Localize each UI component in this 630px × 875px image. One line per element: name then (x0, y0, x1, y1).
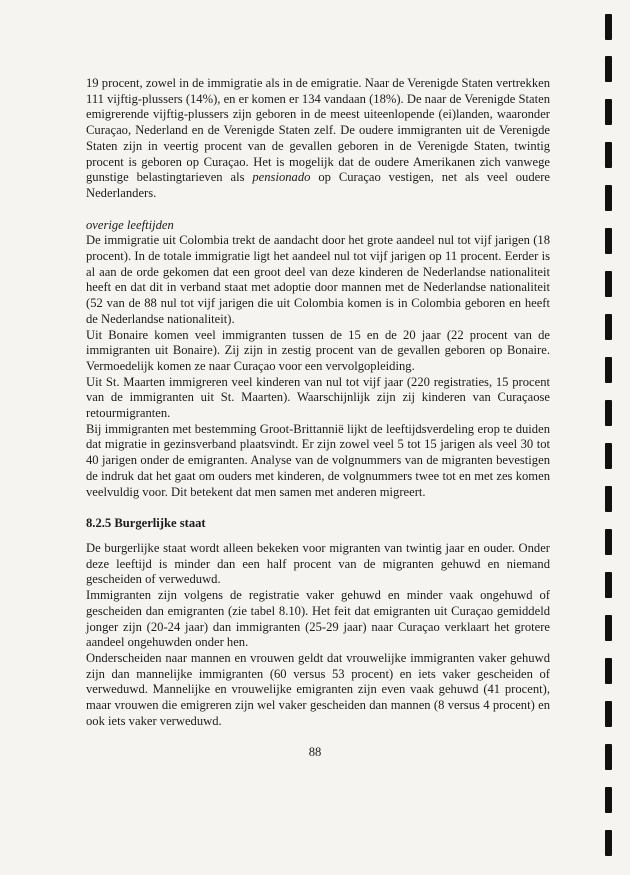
paragraph-colombia: De immigratie uit Colombia trekt de aandacht door het grote aandeel nul tot vijf jarigen (18 procent). In de totale immigratie ligt het aandeel nul tot vijf jarigen op 11 procent. Eerder is al aan de orde gekomen dat een groot deel van deze kinderen de Nederlandse nationaliteit heeft en dat dit in verband staat met adoptie door mannen met de Nederlandse nationaliteit (52 van de 88 nul tot vijf jarigen die uit Colombia komen is in Colombia geboren en heeft de Nederlandse nationaliteit). (86, 233, 550, 326)
paragraph-marital-intro: De burgerlijke staat wordt alleen bekeken voor migranten van twintig jaar en ouder. Onder deze leeftijd is minder dan een half procent van de migranten gehuwd en niemand gescheiden of verweduwd. (86, 540, 550, 587)
page-number: 88 (308, 745, 322, 759)
binding-mark (605, 357, 612, 383)
binding-mark (605, 185, 612, 211)
binding-mark (605, 529, 612, 555)
binding-mark (605, 271, 612, 297)
paragraph-marital-gender: Onderscheiden naar mannen en vrouwen geldt dat vrouwelijke immigranten vaker gehuwd zijn dan mannelijke immigranten (60 versus 53 procent) en iets vaker gescheiden of verweduwd. Mannelijke en vrouwelijke emigranten zijn even vaak gehuwd (41 procent), maar vrouwen die emigreren zijn wel vaker gescheiden dan mannen (8 versus 4 procent) en ook iets vaker verweduwd. (86, 650, 550, 728)
binding-mark (605, 615, 612, 641)
binding-mark (605, 228, 612, 254)
italic-term-pensionado: pensionado (252, 170, 311, 185)
binding-mark (605, 787, 612, 813)
paragraph-bonaire: Uit Bonaire komen veel immigranten tussen de 15 en de 20 jaar (22 procent van de immigranten uit Bonaire). Zij zijn in zestig procent van de gevallen geboren op Bonaire. Vermoedelijk komen ze naar Curaçao voor een vervolgopleiding. (86, 327, 550, 373)
binding-mark (605, 142, 612, 168)
paragraph-marital-comparison: Immigranten zijn volgens de registratie vaker gehuwd en minder vaak ongehuwd of gescheiden dan emigranten (zie tabel 8.10). Het feit dat emigranten uit Curaçao gemiddeld jonger zijn (20-24 jaar) dan immigranten (25-29 jaar) naar Curaçao verklaart het grotere aandeel ongehuwden onder hen. (86, 588, 550, 650)
binding-mark (605, 658, 612, 684)
binding-mark (605, 830, 612, 856)
binding-holes (605, 0, 615, 875)
binding-mark (605, 314, 612, 340)
paragraph-pensioners: 19 procent, zowel in de immigratie als in de emigratie. Naar de Verenigde Staten vertrekken 111 vijftig-plussers (14%), en er komen er 134 vandaan (18%). De naar de Verenigde Staten emigrerende vijftig-plussers zijn geboren in de meest uiteenlopende (ei)landen, waaronder Curaçao, Nederland en de Verenigde Staten zelf. De oudere immigranten uit de Verenigde Staten zijn in veertig procent van de gevallen geboren in de Verenigde Staten, twintig procent is geboren op Curaçao. Het is mogelijk dat de oudere Amerikanen zich vanwege gunstige belastingtarieven als pensionado op Curaçao vestigen, net als veel oudere Nederlanders. (86, 76, 550, 200)
binding-mark (605, 400, 612, 426)
binding-mark (605, 486, 612, 512)
subheading-other-ages: overige leeftijden (86, 217, 174, 232)
paragraph-great-britain: Bij immigranten met bestemming Groot-Brittannië lijkt de leeftijdsverdeling erop te duiden dat migratie in gezinsverband plaatsvindt. Er zijn zowel veel 5 tot 15 jarigen als veel 30 tot 40 jarigen onder de emigranten. Analyse van de volgnummers van de migranten bevestigen de indruk dat het gaat om ouders met kinderen, de volgnummers twee tot en met zes komen veelvuldig voor. Dit betekent dat men samen met anderen migreert. (86, 421, 550, 499)
binding-mark (605, 56, 612, 82)
paragraph-st-maarten: Uit St. Maarten immigreren veel kinderen van nul tot vijf jaar (220 registraties, 15 procent van de immigranten uit St. Maarten). Waarschijnlijk zijn zij kinderen van Curaçaose retourmigranten. (86, 374, 550, 421)
binding-mark (605, 14, 612, 40)
binding-mark (605, 443, 612, 469)
binding-mark (605, 701, 612, 727)
binding-mark (605, 99, 612, 125)
section-heading: 8.2.5 Burgerlijke staat (86, 516, 206, 531)
binding-mark (605, 744, 612, 770)
body-text (86, 76, 550, 729)
binding-mark (605, 572, 612, 598)
